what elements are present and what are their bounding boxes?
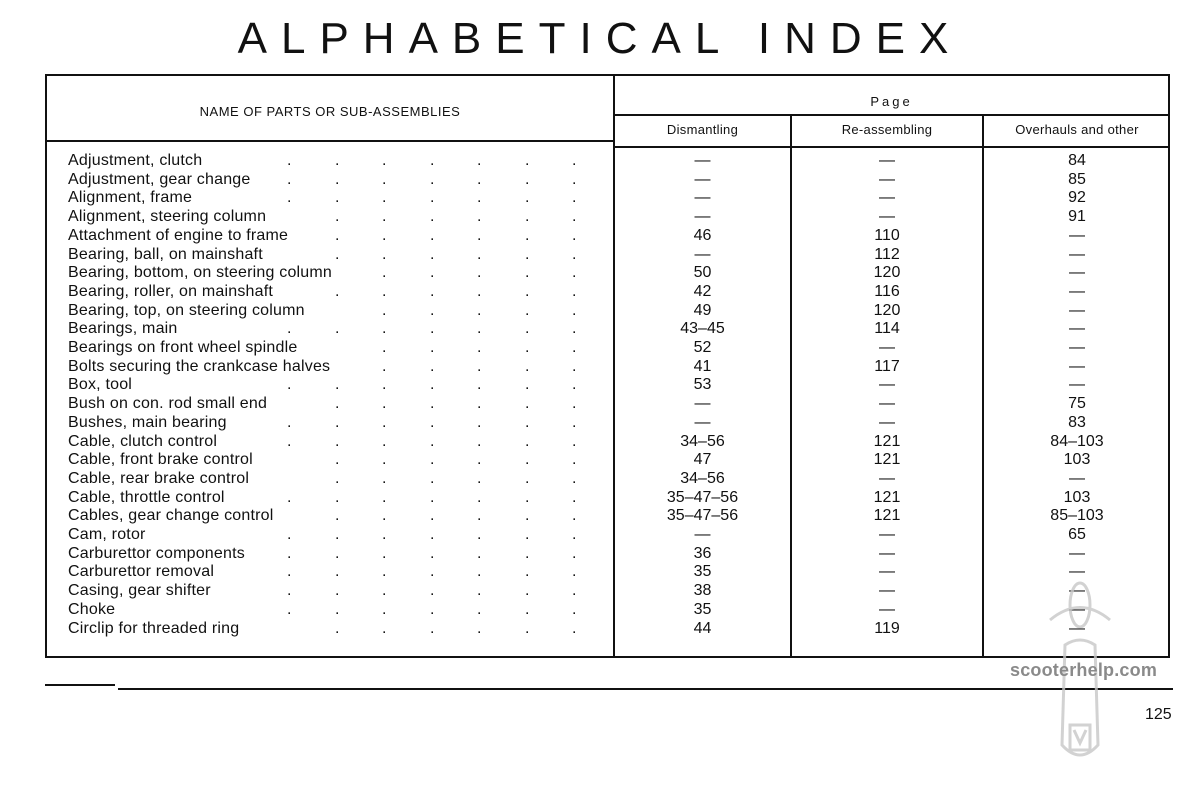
reassembling-page: —	[879, 469, 895, 487]
dismantling-page: 34–56	[680, 469, 725, 487]
reassembling-page: 121	[873, 507, 901, 525]
table-row	[47, 227, 1168, 246]
name-column-header: NAME OF PARTS OR SUB-ASSEMBLIES	[199, 104, 461, 119]
part-name: Cable, throttle control	[68, 488, 225, 506]
dismantling-page: 34–56	[680, 432, 725, 450]
reassembling-page: —	[879, 189, 895, 207]
overhauls-page: 91	[1068, 208, 1086, 226]
bottom-rule	[45, 684, 115, 686]
reassembling-page: —	[879, 395, 895, 413]
part-name: Bearing, roller, on mainshaft	[68, 282, 274, 300]
dot-leader: . . . . . . .	[287, 582, 577, 600]
reassembling-page: —	[879, 339, 895, 356]
overhauls-page: 83	[1068, 413, 1086, 431]
overhauls-page: —	[1069, 226, 1085, 244]
reassembling-page: —	[879, 600, 895, 618]
reassembling-page: 121	[873, 432, 901, 450]
reassembling-page: —	[879, 170, 895, 188]
dismantling-page: 41	[693, 357, 712, 375]
part-name: Bearing, bottom, on steering column	[68, 264, 333, 282]
dot-leader: . . . . . .	[335, 619, 577, 637]
reassembling-page: —	[879, 208, 895, 226]
dot-leader: . . . . . . .	[287, 432, 577, 450]
reassembling-page: 117	[874, 357, 900, 375]
part-name: Casing, gear shifter	[68, 582, 211, 600]
dismantling-page: 46	[693, 226, 712, 244]
watermark-text: scooterhelp.com	[1010, 660, 1158, 680]
subheader-rule	[615, 146, 1168, 148]
table-row	[47, 246, 1168, 265]
bottom-rule	[118, 688, 1173, 690]
table-row	[47, 171, 1168, 190]
dismantling-page: 35–47–56	[666, 507, 739, 525]
dismantling-page: 49	[693, 301, 712, 319]
part-name: Alignment, frame	[68, 189, 193, 207]
dot-leader: . . . . . . .	[287, 320, 577, 338]
table-row	[47, 433, 1168, 452]
dismantling-page: 36	[693, 544, 712, 562]
reassembling-page: —	[879, 413, 895, 431]
part-name: Bushes, main bearing	[68, 413, 227, 431]
part-name: Adjustment, clutch	[68, 152, 203, 169]
dot-leader: . . . . . .	[335, 226, 577, 244]
name-header-rule	[47, 140, 613, 142]
overhauls-page: —	[1069, 376, 1085, 394]
dismantling-page: 52	[693, 339, 712, 356]
part-name: Circlip for threaded ring	[68, 619, 240, 637]
dot-leader: . . . . . . .	[287, 488, 577, 506]
overhauls-page: 84	[1068, 152, 1086, 169]
reassembling-page: 119	[874, 619, 900, 637]
dot-leader: . . . . . . .	[287, 544, 577, 562]
overhauls-page: —	[1069, 264, 1085, 282]
part-name: Bearings on front wheel spindle	[68, 339, 298, 356]
page-title: ALPHABETICAL INDEX	[237, 14, 963, 63]
reassembling-page: 120	[873, 301, 901, 319]
dot-leader: . . . . . . .	[287, 170, 577, 188]
table-row	[47, 414, 1168, 433]
reassembling-page: 121	[873, 451, 901, 469]
overhauls-page: —	[1069, 301, 1085, 319]
table-row	[47, 563, 1168, 582]
reassembling-page: —	[879, 563, 895, 581]
dismantling-page: 53	[693, 376, 712, 394]
part-name: Cable, clutch control	[68, 432, 218, 450]
part-name: Attachment of engine to frame	[68, 226, 289, 244]
part-name: Alignment, steering column	[68, 208, 267, 226]
page-number: 125	[1145, 706, 1172, 723]
part-name: Adjustment, gear change	[68, 170, 251, 188]
overhauls-page: 103	[1063, 451, 1091, 469]
table-row	[47, 620, 1168, 639]
part-name: Bush on con. rod small end	[68, 395, 268, 413]
reassembling-page: 112	[874, 245, 900, 263]
overhauls-page: —	[1069, 339, 1085, 356]
dot-leader: . . . . . . .	[287, 600, 577, 618]
table-row	[47, 189, 1168, 208]
dismantling-page: —	[694, 189, 711, 207]
dismantling-page: 35	[693, 600, 712, 618]
dismantling-page: 35	[693, 563, 712, 581]
dot-leader: . . . . . .	[335, 282, 577, 300]
overhauls-page: —	[1069, 245, 1085, 263]
reassembling-page: 120	[873, 264, 901, 282]
part-name: Bearings, main	[68, 320, 178, 338]
table-row	[47, 358, 1168, 377]
table-row	[47, 320, 1168, 339]
part-name: Cam, rotor	[68, 526, 146, 543]
dismantling-page: 50	[693, 264, 712, 282]
table-row	[47, 582, 1168, 601]
dot-leader: . . . . . .	[335, 245, 577, 263]
reassembling-page: —	[879, 376, 895, 394]
dot-leader: . . . . . . .	[287, 152, 577, 169]
part-name: Cable, rear brake control	[68, 469, 250, 487]
part-name: Carburettor removal	[68, 563, 215, 581]
dismantling-header: Dismantling	[666, 122, 739, 137]
dismantling-page: 35–47–56	[666, 488, 739, 506]
table-row	[47, 283, 1168, 302]
overhauls-page: 75	[1068, 395, 1086, 413]
dot-leader: . . . . . . .	[287, 413, 577, 431]
dot-leader: . . . . . .	[335, 507, 577, 525]
table-row	[47, 545, 1168, 564]
table-row	[47, 376, 1168, 395]
table-row	[47, 152, 1168, 171]
dot-leader: . . . . . . .	[287, 376, 577, 394]
overhauls-page: 92	[1068, 189, 1086, 207]
reassembling-page: 116	[874, 282, 900, 300]
table-row	[47, 208, 1168, 227]
index-table	[45, 74, 1170, 658]
overhauls-page: 103	[1063, 488, 1091, 506]
dismantling-page: —	[694, 170, 711, 188]
dot-leader: . . . . . .	[335, 451, 577, 469]
overhauls-page: 84–103	[1050, 432, 1104, 450]
part-name: Carburettor components	[68, 544, 245, 562]
dot-leader: . . . . .	[382, 339, 577, 356]
table-row	[47, 507, 1168, 526]
dot-leader: . . . . . . .	[287, 189, 577, 207]
dismantling-page: —	[694, 413, 711, 431]
overhauls-page: 85–103	[1050, 507, 1104, 525]
dot-leader: . . . . .	[382, 264, 577, 282]
dot-leader: . . . . .	[382, 357, 577, 375]
part-name: Bearing, top, on steering column	[68, 301, 305, 319]
overhauls-page: —	[1069, 469, 1085, 487]
reassembling-page: 121	[873, 488, 901, 506]
dot-leader: . . . . . .	[335, 469, 577, 487]
part-name: Choke	[68, 600, 116, 618]
table-row	[47, 601, 1168, 620]
overhauls-header: Overhauls and other	[1015, 122, 1139, 137]
overhauls-page: —	[1069, 544, 1085, 562]
table-row	[47, 451, 1168, 470]
table-row	[47, 489, 1168, 508]
part-name: Bolts securing the crankcase halves	[68, 357, 331, 375]
dot-leader: . . . . . . .	[287, 526, 577, 543]
dismantling-page: —	[694, 526, 711, 543]
part-name: Bearing, ball, on mainshaft	[68, 245, 263, 263]
dismantling-page: 42	[693, 282, 712, 300]
table-row	[47, 395, 1168, 414]
overhauls-page: 85	[1068, 170, 1086, 188]
dot-leader: . . . . . .	[335, 395, 577, 413]
table-row	[47, 339, 1168, 358]
table-row	[47, 526, 1168, 545]
dismantling-page: —	[694, 152, 711, 169]
part-name: Cables, gear change control	[68, 507, 274, 525]
overhauls-page: —	[1069, 563, 1085, 581]
dismantling-page: —	[694, 208, 711, 226]
overhauls-page: —	[1069, 619, 1085, 637]
dismantling-page: 44	[693, 619, 712, 637]
reassembling-page: —	[879, 544, 895, 562]
reassembling-page: —	[879, 582, 895, 600]
table-row	[47, 264, 1168, 283]
reassembling-page: 114	[874, 320, 900, 338]
overhauls-page: —	[1069, 357, 1085, 375]
part-name: Box, tool	[68, 376, 133, 394]
reassembling-header: Re-assembling	[841, 122, 933, 137]
table-row	[47, 470, 1168, 489]
dismantling-page: —	[694, 395, 711, 413]
reassembling-page: —	[879, 526, 895, 543]
overhauls-page: —	[1069, 320, 1085, 338]
dismantling-page: 47	[693, 451, 712, 469]
reassembling-page: —	[879, 152, 895, 169]
overhauls-page: 65	[1068, 526, 1086, 543]
dismantling-page: —	[694, 245, 711, 263]
part-name: Cable, front brake control	[68, 451, 253, 469]
dot-leader: . . . . . . .	[287, 563, 577, 581]
dot-leader: . . . . .	[382, 301, 577, 319]
overhauls-page: —	[1069, 582, 1085, 600]
table-row	[47, 302, 1168, 321]
reassembling-page: 110	[874, 226, 900, 244]
dismantling-page: 43–45	[680, 320, 725, 338]
dot-leader: . . . . . .	[335, 208, 577, 226]
dismantling-page: 38	[693, 582, 712, 600]
overhauls-page: —	[1069, 282, 1085, 300]
page-group-header: Page	[870, 94, 913, 109]
page-header-rule	[615, 114, 1168, 116]
overhauls-page: —	[1069, 600, 1085, 618]
